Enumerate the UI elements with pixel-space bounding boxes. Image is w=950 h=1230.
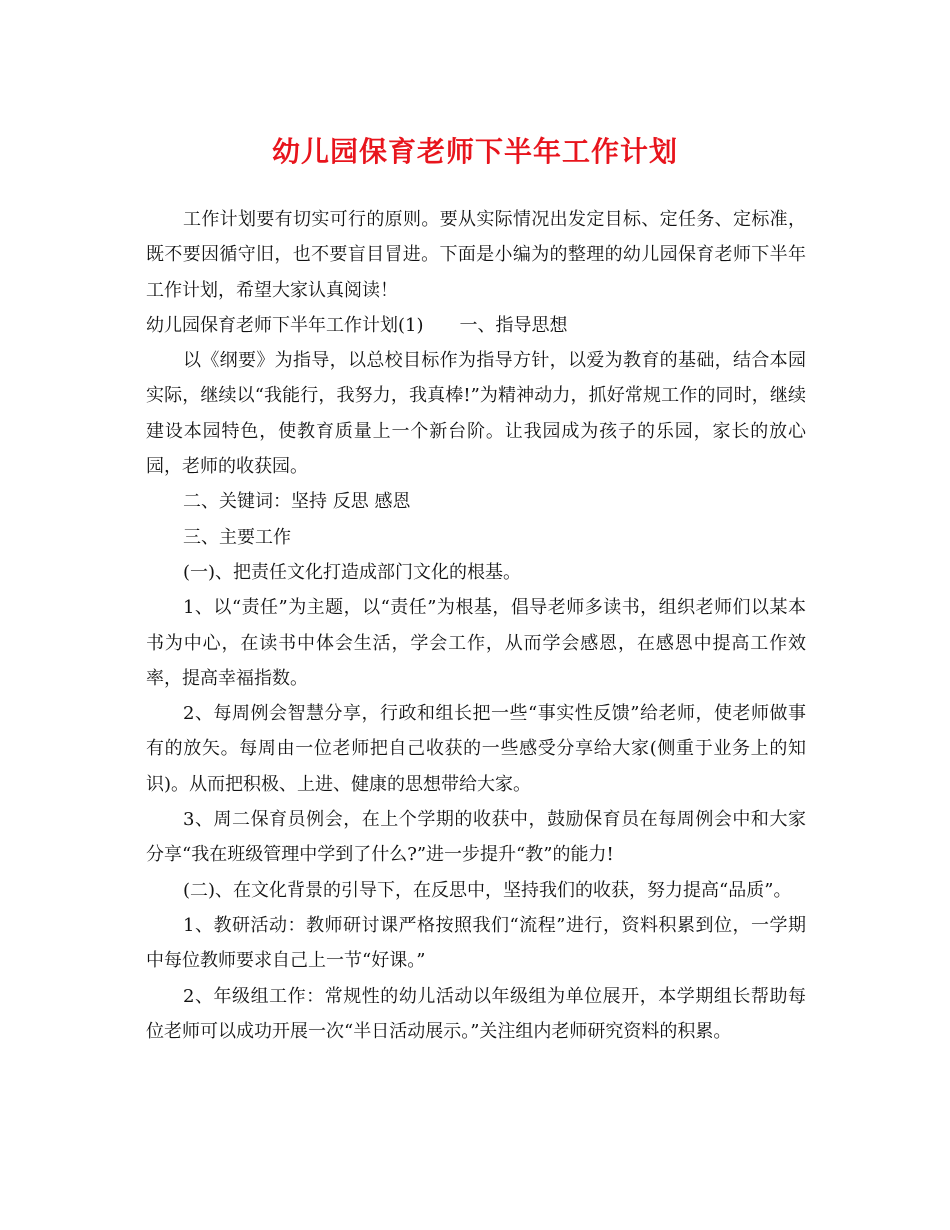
intro-paragraph: 工作计划要有切实可行的原则。要从实际情况出发定目标、定任务、定标准，既不要因循守旧，也不要盲目冒进。下面是小编为的整理的幼儿园保育老师下半年工作计划，希望大家认真阅读！ [146, 209, 806, 301]
section-one-heading: (一)、把责任文化打造成部门文化的根基。 [183, 561, 522, 583]
item-paragraph: 2、每周例会智慧分享，行政和组长把一些“事实性反馈”给老师，使老师做事有的放矢。每周由一位老师把自己收获的一些感受分享给大家(侧重于业务上的知识)。从而把积极、上进、健康的思想带给大家。 [146, 703, 806, 795]
item-paragraph: 1、教研活动：教师研讨课严格按照我们“流程”进行，资料积累到位，一学期中每位教师要求自己上一节“好课。” [146, 914, 806, 972]
section-two-heading: (二)、在文化背景的引导下，在反思中，坚持我们的收获，努力提高“品质”。 [183, 879, 792, 901]
item-paragraph: 2、年级组工作：常规性的幼儿活动以年级组为单位展开，本学期组长帮助每位老师可以成功开展一次“半日活动展示。”关注组内老师研究资料的积累。 [146, 985, 806, 1042]
document-title: 幼儿园保育老师下半年工作计划 [271, 135, 678, 168]
keywords-line: 二、关键词：坚持 反思 感恩 [183, 491, 411, 513]
item-paragraph: 3、周二保育员例会，在上个学期的收获中，鼓励保育员在每周例会中和大家分享“我在班级管理中学到了什么?”进一步提升“教”的能力! [146, 809, 806, 866]
plan-heading-line: 幼儿园保育老师下半年工作计划(1) 一、指导思想 [146, 314, 568, 336]
main-work-heading: 三、主要工作 [183, 526, 291, 548]
document-body [146, 202, 806, 1049]
guiding-thought-paragraph: 以《纲要》为指导，以总校目标作为指导方针，以爱为教育的基础，结合本园实际，继续以“我能行，我努力，我真棒!”为精神动力，抓好常规工作的同时，继续建设本园特色，使教育质量上一个新台阶。让我园成为孩子的乐园，家长的放心园，老师的收获园。 [146, 350, 806, 478]
item-paragraph: 1、以“责任”为主题，以“责任”为根基，倡导老师多读书，组织老师们以某本书为中心，在读书中体会生活，学会工作，从而学会感恩，在感恩中提高工作效率，提高幸福指数。 [146, 597, 806, 689]
